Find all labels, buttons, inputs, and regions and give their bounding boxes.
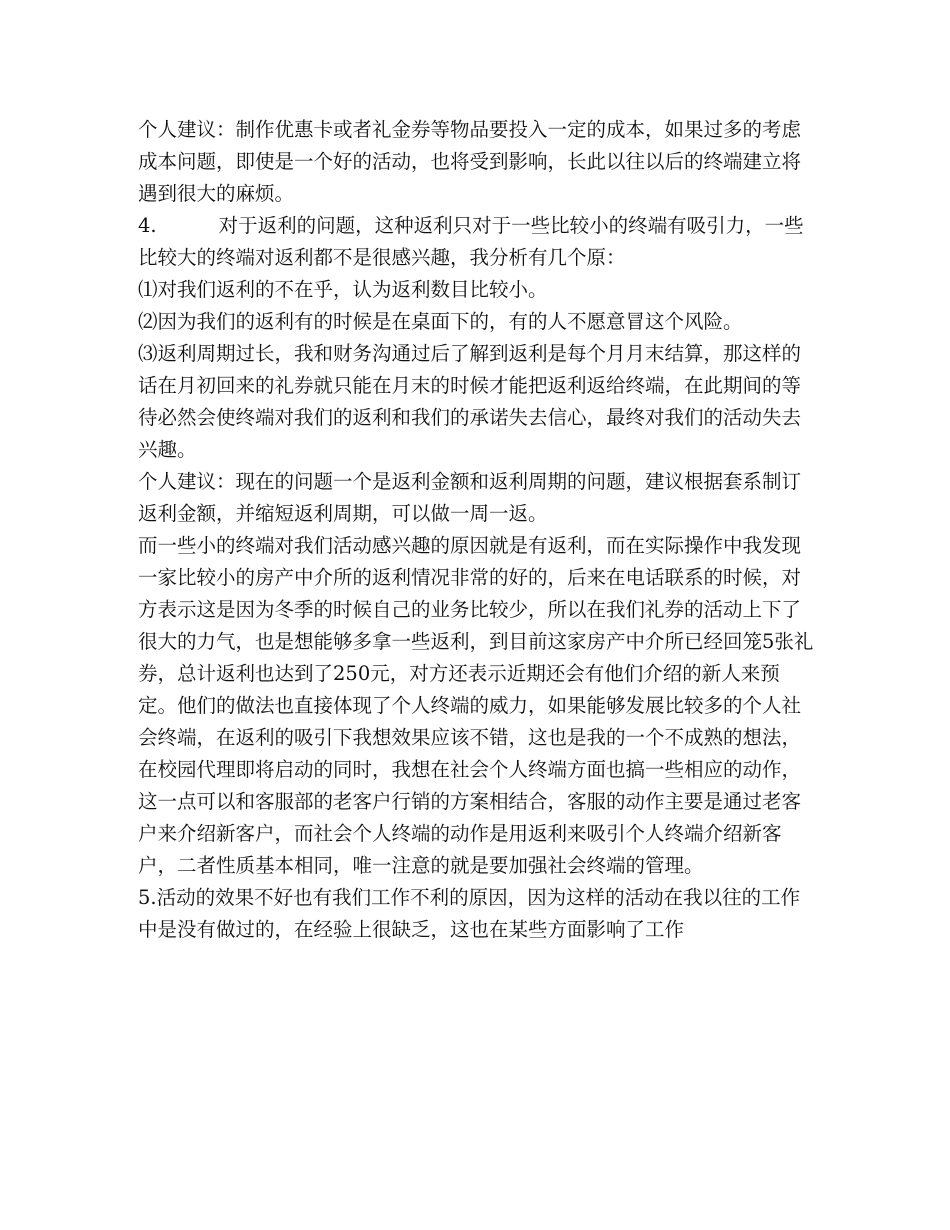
paragraph-point-5-work: 5.活动的效果不好也有我们工作不利的原因，因为这样的活动在我以往的工作中是没有做过的，在经验上很缺乏，这也在某些方面影响了工作 xyxy=(138,886,801,941)
paragraph-reason-1: ⑴对我们返利的不在乎，认为返利数目比较小。 xyxy=(138,278,548,301)
paragraph-point-4-rebate: 4. 对于返利的问题，这种返利只对于一些比较小的终端有吸引力，一些比较大的终端对返利都不是很感兴趣，我分析有几个原： xyxy=(138,214,804,269)
paragraph-suggestion-rebate: 个人建议：现在的问题一个是返利金额和返利周期的问题，建议根据套系制订返利金额，并缩短返利周期，可以做一周一返。 xyxy=(138,470,802,525)
document-body xyxy=(138,114,818,946)
paragraph-reason-3: ⑶返利周期过长，我和财务沟通过后了解到返利是每个月月末结算，那这样的话在月初回来的礼券就只能在月末的时候才能把返利返给终端，在此期间的等待必然会使终端对我们的返利和我们的承诺失去信心，最终对我们的活动失去兴趣。 xyxy=(138,342,802,461)
paragraph-small-terminals: 而一些小的终端对我们活动感兴趣的原因就是有返利，而在实际操作中我发现一家比较小的房产中介所的返利情况非常的好的，后来在电话联系的时候，对方表示这是因为冬季的时候自己的业务比较少，所以在我们礼券的活动上下了很大的力气，也是想能够多拿一些返利，到目前这家房产中介所已经回笼5张礼券，总计返利也达到了250元，对方还表示近期还会有他们介绍的新人来预定。他们的做法也直接体现了个人终端的威力，如果能够发展比较多的个人社会终端，在返利的吸引下我想效果应该不错，这也是我的一个不成熟的想法，在校园代理即将启动的同时，我想在社会个人终端方面也搞一些相应的动作，这一点可以和客服部的老客户行销的方案相结合，客服的动作主要是通过老客户来介绍新客户，而社会个人终端的动作是用返利来吸引个人终端介绍新客户，二者性质基本相同，唯一注意的就是要加强社会终端的管理。 xyxy=(138,534,814,877)
paragraph-suggestion-cost: 个人建议：制作优惠卡或者礼金券等物品要投入一定的成本，如果过多的考虑成本问题，即使是一个好的活动，也将受到影响，长此以往以后的终端建立将遇到很大的麻烦。 xyxy=(138,118,802,205)
paragraph-reason-2: ⑵因为我们的返利有的时候是在桌面下的，有的人不愿意冒这个风险。 xyxy=(138,310,743,333)
